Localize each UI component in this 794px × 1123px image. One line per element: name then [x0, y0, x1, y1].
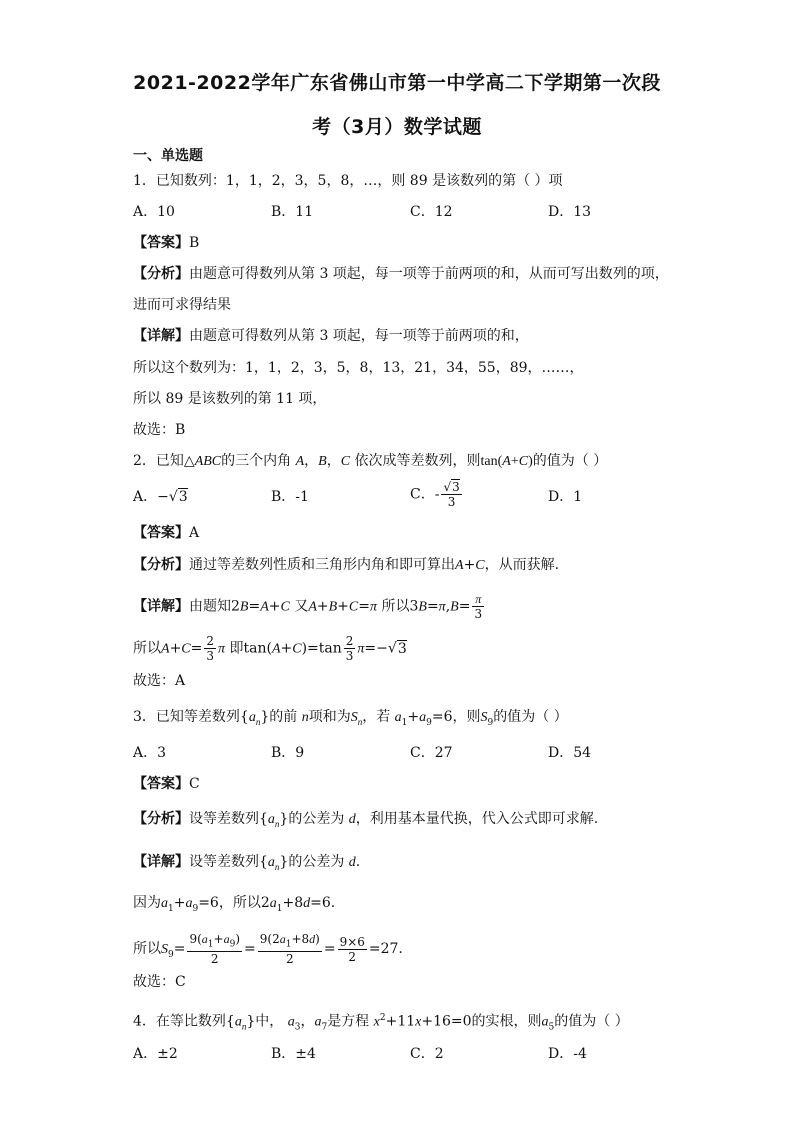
q3-answer: 【答案】C [133, 776, 200, 792]
analysis-text: 由题意可得数列从第 3 项起，每一项等于前两项的和，从而可写出数列的项， [189, 266, 669, 282]
q1-detail-1 [133, 327, 529, 345]
answer-tag: 【答案】 [133, 235, 189, 251]
q4-option-a: A．±2 [133, 1046, 178, 1062]
q1-analysis-1 [133, 265, 669, 283]
q1-answer [133, 234, 199, 252]
q3-conclusion: 故选：C [133, 974, 186, 990]
q2-option-c: C．- $\frac{√3}{3}$ [410, 480, 460, 509]
q1-conclusion: 故选：B [133, 422, 186, 438]
q3-option-a: A．3 [133, 745, 167, 761]
analysis-tag: 【分析】 [133, 266, 189, 282]
q1-option-c: C．12 [410, 204, 453, 220]
q3-option-d: D．54 [548, 745, 592, 761]
answer-value: B [189, 235, 200, 251]
q4-option-c: C．2 [410, 1046, 444, 1062]
q2-analysis: 【分析】通过等差数列性质和三角形内角和即可算出A+C，从而获解. [133, 557, 560, 573]
q3-stem: 3．已知等差数列$\{a_n\}$的前 n项和为$S_n$，若 $a_1+a_9=6$，则$S_9$的值为（ ） [133, 709, 568, 728]
q4-stem: 4．在等比数列$\{a_n\}$中， $a_3$，$a_7$是方程 $x^2+11x+16=0$的实根，则$a_5$的值为（ ） [133, 1013, 629, 1033]
q4-option-d: D．-4 [548, 1046, 587, 1062]
q1-option-d: D．13 [548, 204, 592, 220]
q1-stem: 1．已知数列：1，1，2，3，5，8，…，则 89 是该数列的第（ ）项 [133, 173, 563, 189]
q1-detail-2: 所以这个数列为：1，1，2，3，5，8，13，21，34，55，89，……， [133, 360, 584, 376]
q3-option-c: C．27 [410, 745, 453, 761]
q1-detail-3: 所以 89 是该数列的第 11 项， [133, 391, 327, 407]
section-heading: 一、单选题 [133, 148, 203, 164]
q3-detail: 【详解】设等差数列$\{a_n\}$的公差为 d. [133, 854, 361, 872]
q3-because: 因为$a_1+a_9=6$，所以$2a_1+8d=6$. [133, 895, 336, 914]
q3-so: 所以$S_9=$ $\frac{9(a_1+a_9)}{2}$ = $\frac{9(2a_1+8d)}{2}$ = $\frac{9\times 6}{2}$ =27. [133, 932, 403, 967]
q3-option-b: B．9 [271, 745, 305, 761]
math-tan-a-plus-c: tan(A+C) [480, 454, 533, 469]
exam-title-line-2: 考（3月）数学试题 [312, 116, 482, 138]
math-abc: ABC [194, 454, 222, 469]
q4-option-b: B．±4 [271, 1046, 316, 1062]
q1-analysis-2: 进而可求得结果 [133, 297, 231, 313]
q3-analysis: 【分析】设等差数列$\{a_n\}$的公差为 d，利用基本量代换，代入公式即可求解. [133, 811, 599, 829]
exam-title-line-1: 2021-2022学年广东省佛山市第一中学高二下学期第一次段 [133, 72, 661, 94]
q1-option-a: A．10 [133, 204, 175, 220]
q2-conclusion: 故选：A [133, 673, 186, 689]
q2-option-d: D．1 [548, 489, 583, 505]
math-angles: A [295, 454, 305, 469]
q2-detail-1: 【详解】由题知2B=A+C 又A+B+C=π 所以3B=π,B= $\frac{\pi}{3}$ [133, 592, 483, 621]
q2-stem: 2．已知△ABC的三个内角 A，B，C 依次成等差数列，则tan(A+C)的值为（ ） [133, 453, 608, 469]
q1-option-b: B．11 [271, 204, 314, 220]
q2-option-b: B．-1 [271, 489, 309, 505]
q2-detail-2: 所以A+C= $\frac{2}{3}$ π 即tan(A+C)=tan $\frac{2}{3}$ π=−√3 [133, 634, 407, 663]
q2-answer: 【答案】A [133, 525, 200, 541]
detail-text: 由题意可得数列从第 3 项起，每一项等于前两项的和， [189, 328, 529, 344]
detail-tag: 【详解】 [133, 328, 189, 344]
q2-option-a: A．−√3 [133, 489, 188, 505]
